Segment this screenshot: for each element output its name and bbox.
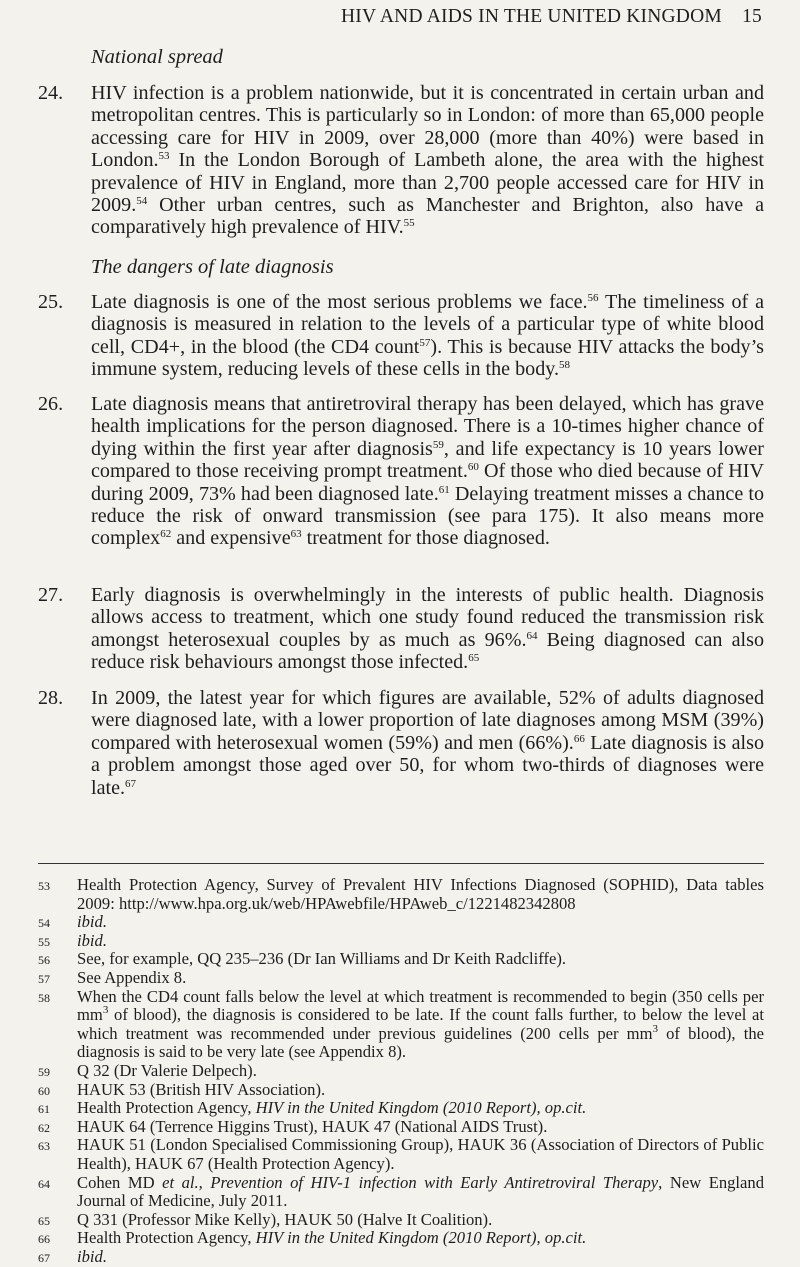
footnote-number: 62 <box>38 1120 50 1135</box>
paragraph-26 <box>38 393 764 550</box>
paragraph-number: 26. <box>38 393 64 415</box>
text-run: Being diagnosed can also reduce risk behaviours amongst those infected. <box>91 628 764 674</box>
footnote-number: 55 <box>38 934 50 949</box>
footnote-63 <box>38 1136 764 1173</box>
footnote-text <box>77 1247 107 1266</box>
text-run: treatment for those diagnosed. <box>301 527 550 550</box>
footnote-58 <box>38 988 764 1062</box>
footnote-text <box>77 1210 492 1229</box>
footnote-text <box>77 1117 547 1136</box>
text-run: Late diagnosis is one of the most serious problems we face. <box>91 291 588 313</box>
italic-text: ibid. <box>77 912 107 932</box>
footnote-number: 59 <box>38 1064 50 1079</box>
text-run: HAUK 53 (British HIV Association). <box>77 1079 326 1099</box>
superscript-reference: 67 <box>125 777 137 790</box>
paragraph-number: 25. <box>38 291 64 313</box>
superscript-reference: 66 <box>573 732 585 745</box>
text-run: In the London Borough of Lambeth alone, the area with the highest prevalence of HIV in England, more than 2,700 people accessed care for HIV in 2009. <box>91 149 764 217</box>
superscript-reference: 3 <box>102 1004 109 1017</box>
footnote-text <box>77 912 107 931</box>
footnote-number: 60 <box>38 1083 50 1098</box>
footnote-61 <box>38 1099 764 1118</box>
footnote-text <box>77 1228 586 1247</box>
superscript-reference: 64 <box>526 629 538 642</box>
footnote-text <box>77 1080 325 1099</box>
footnote-text <box>77 1135 764 1173</box>
text-run: Late diagnosis is also a problem amongst those aged over 50, for whom two-thirds of diagnoses were late. <box>91 731 765 799</box>
footnote-number: 64 <box>38 1176 50 1191</box>
text-run: of blood), the diagnosis is considered to be late. If the count falls further, to below the level at which treatment was recommended under previous guidelines (200 cells per mm <box>77 1005 764 1043</box>
footnote-number: 67 <box>38 1250 50 1265</box>
footnote-64 <box>38 1174 764 1211</box>
superscript-reference: 3 <box>652 1022 658 1035</box>
page-number: 15 <box>742 6 762 27</box>
footnote-divider <box>38 863 764 864</box>
italic-text: HIV in the United Kingdom (2010 Report), op.cit. <box>255 1228 587 1248</box>
text-run: of blood), the diagnosis is said to be very late (see Appendix 8). <box>77 1023 765 1062</box>
text-run: and expensive <box>171 527 291 550</box>
footnote-number: 63 <box>38 1139 50 1154</box>
italic-text: HIV in the United Kingdom (2010 Report), op.cit. <box>255 1098 587 1118</box>
footnote-text <box>77 1173 764 1211</box>
footnote-number: 65 <box>38 1213 50 1228</box>
section-heading-late-diagnosis: The dangers of late diagnosis <box>91 256 334 278</box>
footnote-text <box>77 1098 586 1117</box>
text-run: Health Protection Agency, Survey of Prevalent HIV Infections Diagnosed (SOPHID), Data tables 2009: http://www.hpa.org.uk/web/HPAwebfile/HPAweb_c/1221482342808 <box>77 875 764 913</box>
footnote-53 <box>38 876 764 913</box>
footnote-60 <box>38 1081 764 1100</box>
text-run: Cohen MD <box>77 1172 163 1192</box>
text-run: , New England Journal of Medicine, July 2011. <box>77 1172 765 1211</box>
paragraph-24 <box>38 82 764 239</box>
superscript-reference: 63 <box>290 528 302 541</box>
paragraph-text <box>91 82 764 239</box>
paragraph-text <box>91 393 764 550</box>
paragraph-text <box>91 687 764 799</box>
italic-text: ibid. <box>77 1246 107 1266</box>
paragraph-number: 24. <box>38 82 64 104</box>
text-run: The timeliness of a diagnosis is measured in relation to the levels of a particular type of white blood cell, CD4+, in the blood (the CD4 count <box>91 291 764 358</box>
footnote-text <box>77 949 566 968</box>
superscript-reference: 58 <box>559 359 571 372</box>
paragraph-text <box>91 584 764 674</box>
running-header <box>341 6 762 28</box>
text-run: Other urban centres, such as Manchester and Brighton, also have a comparatively high prevalence of HIV. <box>91 194 764 239</box>
footnote-number: 56 <box>38 953 50 968</box>
superscript-reference: 65 <box>468 652 480 665</box>
text-run: Delaying treatment misses a chance to reduce the risk of onward transmission (see para 175). It also means more complex <box>91 482 765 550</box>
superscript-reference: 55 <box>403 217 415 230</box>
superscript-reference: 61 <box>438 483 450 496</box>
text-run: When the CD4 count falls below the level at which treatment is recommended to begin (350 cells per mm <box>77 986 764 1025</box>
footnote-number: 61 <box>38 1102 50 1117</box>
footnote-66 <box>38 1229 764 1248</box>
italic-text: ibid. <box>77 930 107 950</box>
superscript-reference: 57 <box>419 336 431 349</box>
footnote-54 <box>38 913 764 932</box>
text-run: In 2009, the latest year for which figures are available, 52% of adults diagnosed were diagnosed late, with a lower proportion of late diagnoses among MSM (39%) compared with heterosexual women (59%) and men (66%). <box>91 687 764 754</box>
superscript-reference: 53 <box>158 150 170 163</box>
text-run: HAUK 64 (Terrence Higgins Trust), HAUK 47 (National AIDS Trust). <box>77 1116 548 1136</box>
text-run: HAUK 51 (London Specialised Commissioning Group), HAUK 36 (Association of Directors of Public Health), HAUK 67 (Health Protection Agency). <box>77 1135 764 1173</box>
text-run: Health Protection Agency, <box>77 1228 256 1248</box>
text-run: ). This is because HIV attacks the body’s immune system, reducing levels of these cells in the body. <box>91 335 764 381</box>
text-run: See, for example, QQ 235–236 (Dr Ian Williams and Dr Keith Radcliffe). <box>77 949 567 969</box>
paragraph-25 <box>38 291 764 381</box>
paragraph-28 <box>38 687 764 799</box>
footnote-number: 58 <box>38 990 50 1005</box>
superscript-reference: 62 <box>160 528 172 541</box>
footnote-67 <box>38 1248 764 1267</box>
paragraph-number: 27. <box>38 584 64 606</box>
superscript-reference: 59 <box>432 438 444 451</box>
text-run: Health Protection Agency, <box>77 1098 256 1118</box>
footnote-65 <box>38 1211 764 1230</box>
footnote-text <box>77 931 107 950</box>
running-title: HIV AND AIDS IN THE UNITED KINGDOM <box>341 6 722 27</box>
text-run: Of those who died because of HIV during 2009, 73% had been diagnosed late. <box>91 460 764 505</box>
superscript-reference: 56 <box>587 292 599 304</box>
footnote-59 <box>38 1062 764 1081</box>
footnote-number: 53 <box>38 879 50 893</box>
footnote-text <box>77 1061 257 1080</box>
superscript-reference: 60 <box>467 461 479 474</box>
footnote-text <box>77 968 186 987</box>
text-run: See Appendix 8. <box>77 967 187 987</box>
paragraph-number: 28. <box>38 687 64 709</box>
text-run: Late diagnosis means that antiretroviral therapy has been delayed, which has grave health implications for the person diagnosed. There is a 10-times higher chance of dying within the first year after diagnosis <box>91 393 764 460</box>
footnote-text <box>77 987 764 1062</box>
paragraph-text <box>91 291 764 381</box>
footnote-number: 57 <box>38 971 50 986</box>
footnote-57 <box>38 969 764 988</box>
footnote-55 <box>38 932 764 951</box>
footnote-number: 54 <box>38 916 50 931</box>
text-run: Q 32 (Dr Valerie Delpech). <box>77 1060 257 1080</box>
text-run: , and life expectancy is 10 years lower compared to those receiving prompt treatment. <box>91 437 764 483</box>
text-run: HIV infection is a problem nationwide, but it is concentrated in certain urban and metropolitan centres. This is particularly so in London: of more than 65,000 people accessing care for HIV in 2009, over 28,000 (more than 40%) were based in London. <box>91 82 764 172</box>
section-heading-national-spread: National spread <box>91 46 223 68</box>
superscript-reference: 54 <box>136 195 148 208</box>
italic-text: et al., Prevention of HIV-1 infection with Early Antiretroviral Therapy <box>162 1172 659 1192</box>
footnote-text <box>77 875 764 913</box>
text-run: Early diagnosis is overwhelmingly in the interests of public health. Diagnosis allows access to treatment, which one study found reduced the transmission risk amongst heterosexual couples by as much as 96%. <box>91 584 764 651</box>
paragraph-27 <box>38 584 764 674</box>
footnote-62 <box>38 1118 764 1137</box>
text-run: Q 331 (Professor Mike Kelly), HAUK 50 (Halve It Coalition). <box>77 1209 493 1229</box>
footnote-56 <box>38 950 764 969</box>
footnote-number: 66 <box>38 1232 50 1247</box>
